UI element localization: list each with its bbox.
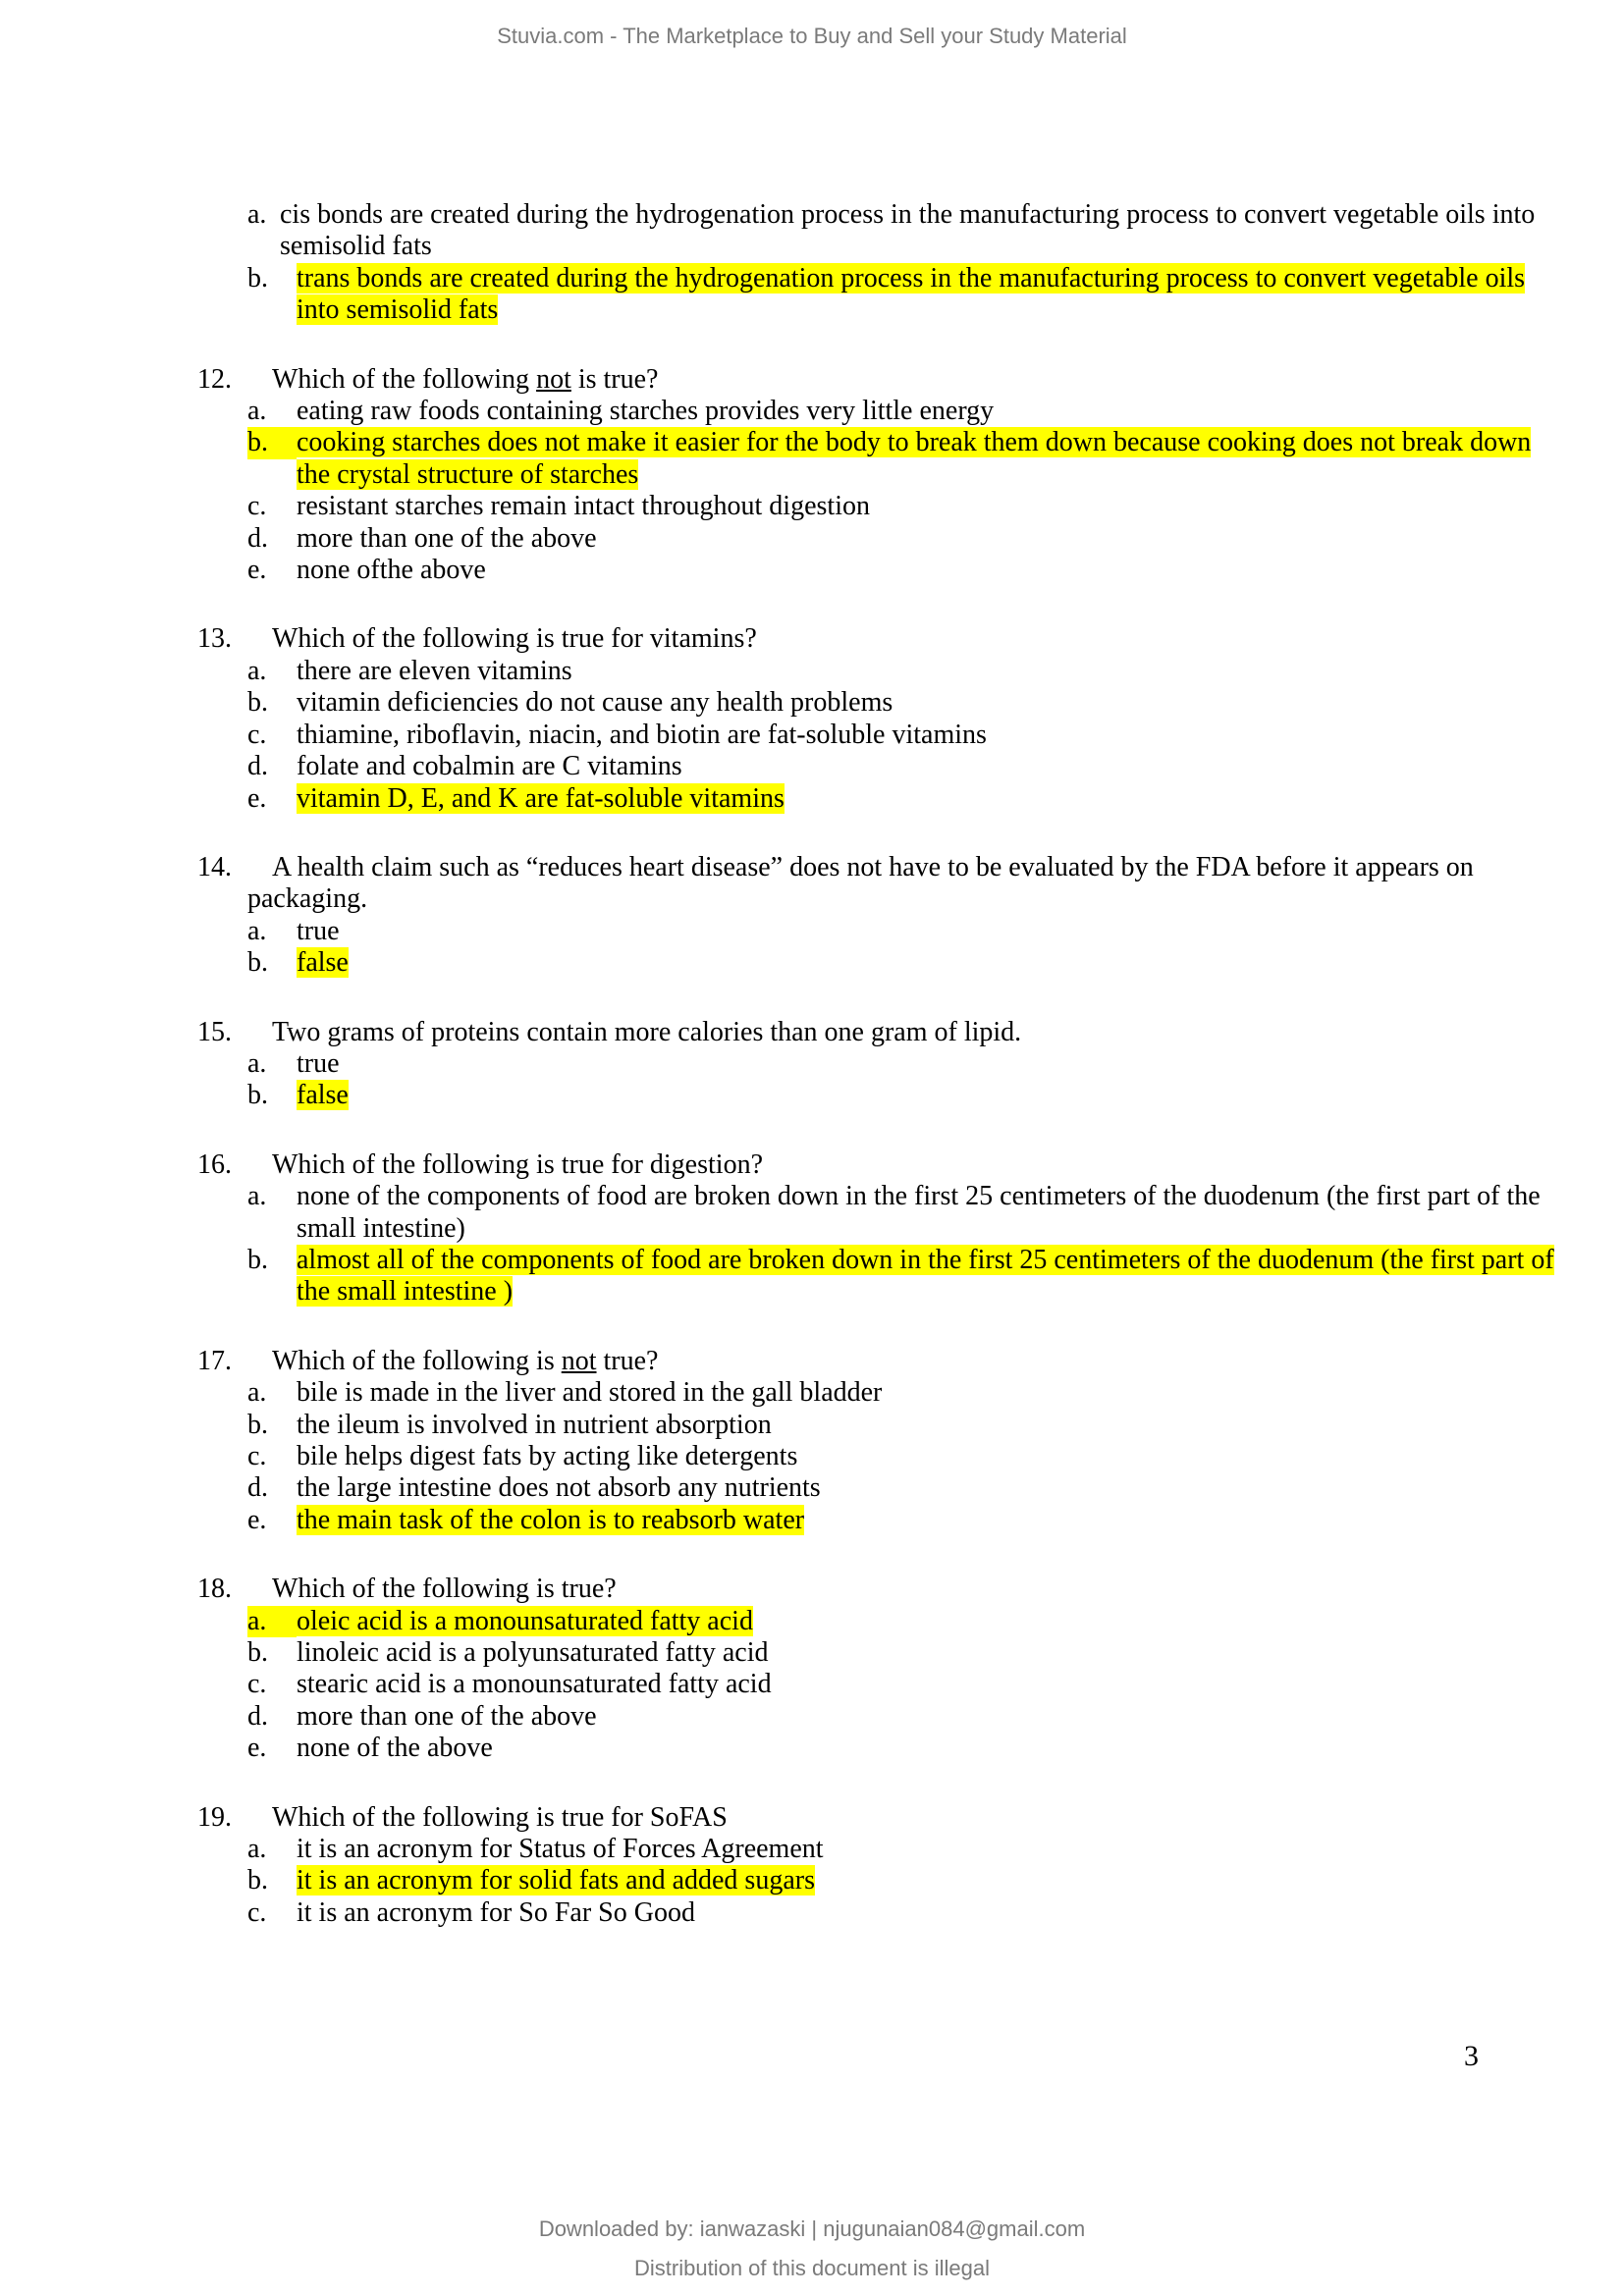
option-e: [0, 555, 1624, 586]
option-text: stearic acid is a monounsaturated fatty acid: [297, 1669, 772, 1700]
question-number: 17.: [197, 1345, 232, 1376]
option-b: [0, 427, 1624, 491]
option-e: [0, 1505, 1624, 1536]
option-letter: b.: [247, 1080, 268, 1111]
option-text: none ofthe above: [297, 555, 486, 586]
option-text: bile is made in the liver and stored in the gall bladder: [297, 1377, 883, 1409]
question-text: Which of the following is true for vitamins?: [272, 623, 757, 655]
question-14: [0, 852, 1624, 980]
question-stem: [0, 1149, 1624, 1181]
option-letter: b.: [247, 1409, 268, 1440]
option-letter: c.: [247, 491, 267, 522]
question-text: true?: [596, 1345, 659, 1376]
question-text: Which of the following is true?: [272, 1574, 617, 1605]
option-b: [0, 1080, 1624, 1111]
option-text-highlighted: cooking starches does not make it easier for the body to break them down because cooking does not break down the crystal structure of starches: [297, 427, 1532, 490]
question-emphasis: not: [561, 1345, 597, 1376]
question-text: Which of the following is true for SoFAS: [272, 1801, 728, 1833]
option-e: [0, 783, 1624, 815]
option-letter: b.: [247, 427, 297, 458]
option-text: bile helps digest fats by acting like detergents: [297, 1441, 798, 1471]
option-c: [0, 491, 1624, 522]
question-emphasis: not: [536, 363, 571, 395]
question-12: [0, 364, 1624, 587]
option-text: more than one of the above: [297, 1700, 597, 1732]
option-letter: a.: [247, 1181, 267, 1212]
option-text: the large intestine does not absorb any nutrients: [297, 1472, 821, 1504]
footer-notice: Distribution of this document is illegal: [634, 2256, 990, 2280]
option-text: it is an acronym for Status of Forces Agreement: [297, 1834, 824, 1865]
option-a: [0, 1377, 1624, 1409]
question-11-continued: [0, 199, 1624, 327]
question-text-continued: packaging.: [247, 883, 368, 915]
question-text: A health claim such as “reduces heart disease” does not have to be evaluated by the FDA before it appears on: [272, 851, 1474, 882]
option-letter: b.: [247, 1865, 268, 1896]
option-letter: d.: [247, 751, 268, 782]
option-c: [0, 720, 1624, 751]
footer-downloaded-by: Downloaded by: ianwazaski | njugunaian084@gmail.com: [538, 2216, 1086, 2241]
option-letter: e.: [247, 555, 267, 586]
option-text: vitamin deficiencies do not cause any health problems: [297, 687, 893, 719]
option-letter: e.: [247, 782, 267, 814]
question-text: is true?: [570, 363, 659, 395]
option-b: [0, 687, 1624, 719]
question-stem: [0, 364, 1624, 396]
option-letter: c.: [247, 1441, 267, 1471]
question-19: [0, 1802, 1624, 1930]
question-stem: [0, 623, 1624, 655]
option-text: linoleic acid is a polyunsaturated fatty acid: [297, 1637, 769, 1669]
option-text: the ileum is involved in nutrient absorption: [297, 1409, 772, 1440]
question-number: 19.: [197, 1801, 232, 1833]
question-number: 14.: [197, 851, 232, 882]
option-c: [0, 1669, 1624, 1700]
option-text: there are eleven vitamins: [297, 655, 572, 686]
option-text-highlighted: almost all of the components of food are broken down in the first 25 centimeters of the duodenum (the first part of the small intestine ): [297, 1244, 1554, 1308]
option-b: [0, 947, 1624, 979]
option-b: [0, 1865, 1624, 1896]
option-letter: d.: [247, 522, 268, 554]
option-letter: a.: [247, 1047, 267, 1079]
question-text: Which of the following: [272, 363, 537, 395]
option-text: resistant starches remain intact throughout digestion: [297, 491, 870, 522]
page-number: 3: [1464, 2040, 1479, 2072]
question-number: 15.: [197, 1016, 232, 1047]
option-letter: b.: [247, 1244, 268, 1275]
option-letter: c.: [247, 1896, 267, 1928]
option-text: true: [297, 915, 340, 946]
option-text: more than one of the above: [297, 522, 597, 554]
option-d: [0, 1701, 1624, 1733]
option-d: [0, 1472, 1624, 1504]
option-text-highlighted: false: [297, 947, 349, 979]
option-letter: b.: [247, 687, 268, 719]
option-letter: c.: [247, 1669, 267, 1700]
question-list: [0, 364, 1624, 1930]
option-letter: d.: [247, 1472, 268, 1504]
question-text: Which of the following is: [272, 1345, 562, 1376]
document-body: [0, 199, 1624, 1966]
question-number: 16.: [197, 1148, 232, 1180]
option-text: folate and cobalmin are C vitamins: [297, 751, 682, 782]
option-text: none of the above: [297, 1733, 493, 1764]
option-text: eating raw foods containing starches provides very little energy: [297, 396, 995, 427]
option-letter: b.: [247, 262, 268, 294]
option-text-highlighted: false: [297, 1080, 349, 1111]
option-a: [0, 1834, 1624, 1865]
question-stem: [0, 1017, 1624, 1048]
question-number: 12.: [197, 363, 232, 395]
option-text: cis bonds are created during the hydrogenation process in the manufacturing process to convert vegetable oils into semisolid fats: [280, 199, 1536, 262]
option-a: [0, 1048, 1624, 1080]
option-text-highlighted: vitamin D, E, and K are fat-soluble vitamins: [297, 782, 785, 814]
question-stem: [0, 852, 1624, 883]
question-15: [0, 1017, 1624, 1112]
option-e: [0, 1733, 1624, 1764]
question-text: Which of the following is true for digestion?: [272, 1148, 763, 1180]
question-17: [0, 1346, 1624, 1536]
option-letter: a.: [247, 655, 267, 686]
option-d: [0, 751, 1624, 782]
option-a: [0, 656, 1624, 687]
question-number: 18.: [197, 1574, 232, 1605]
option-letter: c.: [247, 719, 267, 750]
question-text: Two grams of proteins contain more calories than one gram of lipid.: [272, 1016, 1022, 1047]
question-18: [0, 1574, 1624, 1764]
option-a: [0, 1181, 1624, 1245]
option-d: [0, 523, 1624, 555]
option-letter: a.: [247, 199, 267, 230]
option-letter: a.: [247, 1377, 267, 1409]
option-letter: e.: [247, 1504, 267, 1535]
question-stem: [0, 1574, 1624, 1605]
question-16: [0, 1149, 1624, 1308]
option-b: [0, 263, 1624, 327]
option-a: [0, 396, 1624, 427]
option-letter: a.: [247, 915, 267, 946]
option-letter: a.: [247, 1606, 297, 1637]
option-letter: b.: [247, 947, 268, 979]
option-c: [0, 1897, 1624, 1929]
option-b: [0, 1245, 1624, 1308]
option-c: [0, 1441, 1624, 1472]
option-text-highlighted: the main task of the colon is to reabsorb water: [297, 1504, 805, 1535]
option-letter: a.: [247, 1834, 267, 1865]
option-letter: a.: [247, 396, 267, 427]
option-a: [0, 916, 1624, 947]
stuvia-header: Stuvia.com - The Marketplace to Buy and Sell your Study Material: [497, 24, 1127, 48]
option-text-highlighted: oleic acid is a monounsaturated fatty acid: [297, 1605, 753, 1636]
option-a: [0, 199, 1624, 263]
option-a: [0, 1606, 1624, 1637]
option-text-highlighted: it is an acronym for solid fats and added sugars: [297, 1865, 815, 1896]
option-letter: d.: [247, 1700, 268, 1732]
option-letter: b.: [247, 1637, 268, 1669]
option-letter: e.: [247, 1733, 267, 1764]
option-text: it is an acronym for So Far So Good: [297, 1896, 695, 1928]
question-13: [0, 623, 1624, 814]
question-stem: [0, 1802, 1624, 1834]
option-text: true: [297, 1047, 340, 1079]
option-b: [0, 1637, 1624, 1669]
question-stem: [0, 1346, 1624, 1377]
option-b: [0, 1410, 1624, 1441]
option-text: none of the components of food are broken down in the first 25 centimeters of the duodenum (the first part of the small intestine): [297, 1181, 1541, 1244]
question-number: 13.: [197, 623, 232, 655]
option-text: thiamine, riboflavin, niacin, and biotin are fat-soluble vitamins: [297, 719, 987, 750]
option-text-highlighted: trans bonds are created during the hydrogenation process in the manufacturing process to convert vegetable oils into semisolid fats: [297, 262, 1526, 326]
